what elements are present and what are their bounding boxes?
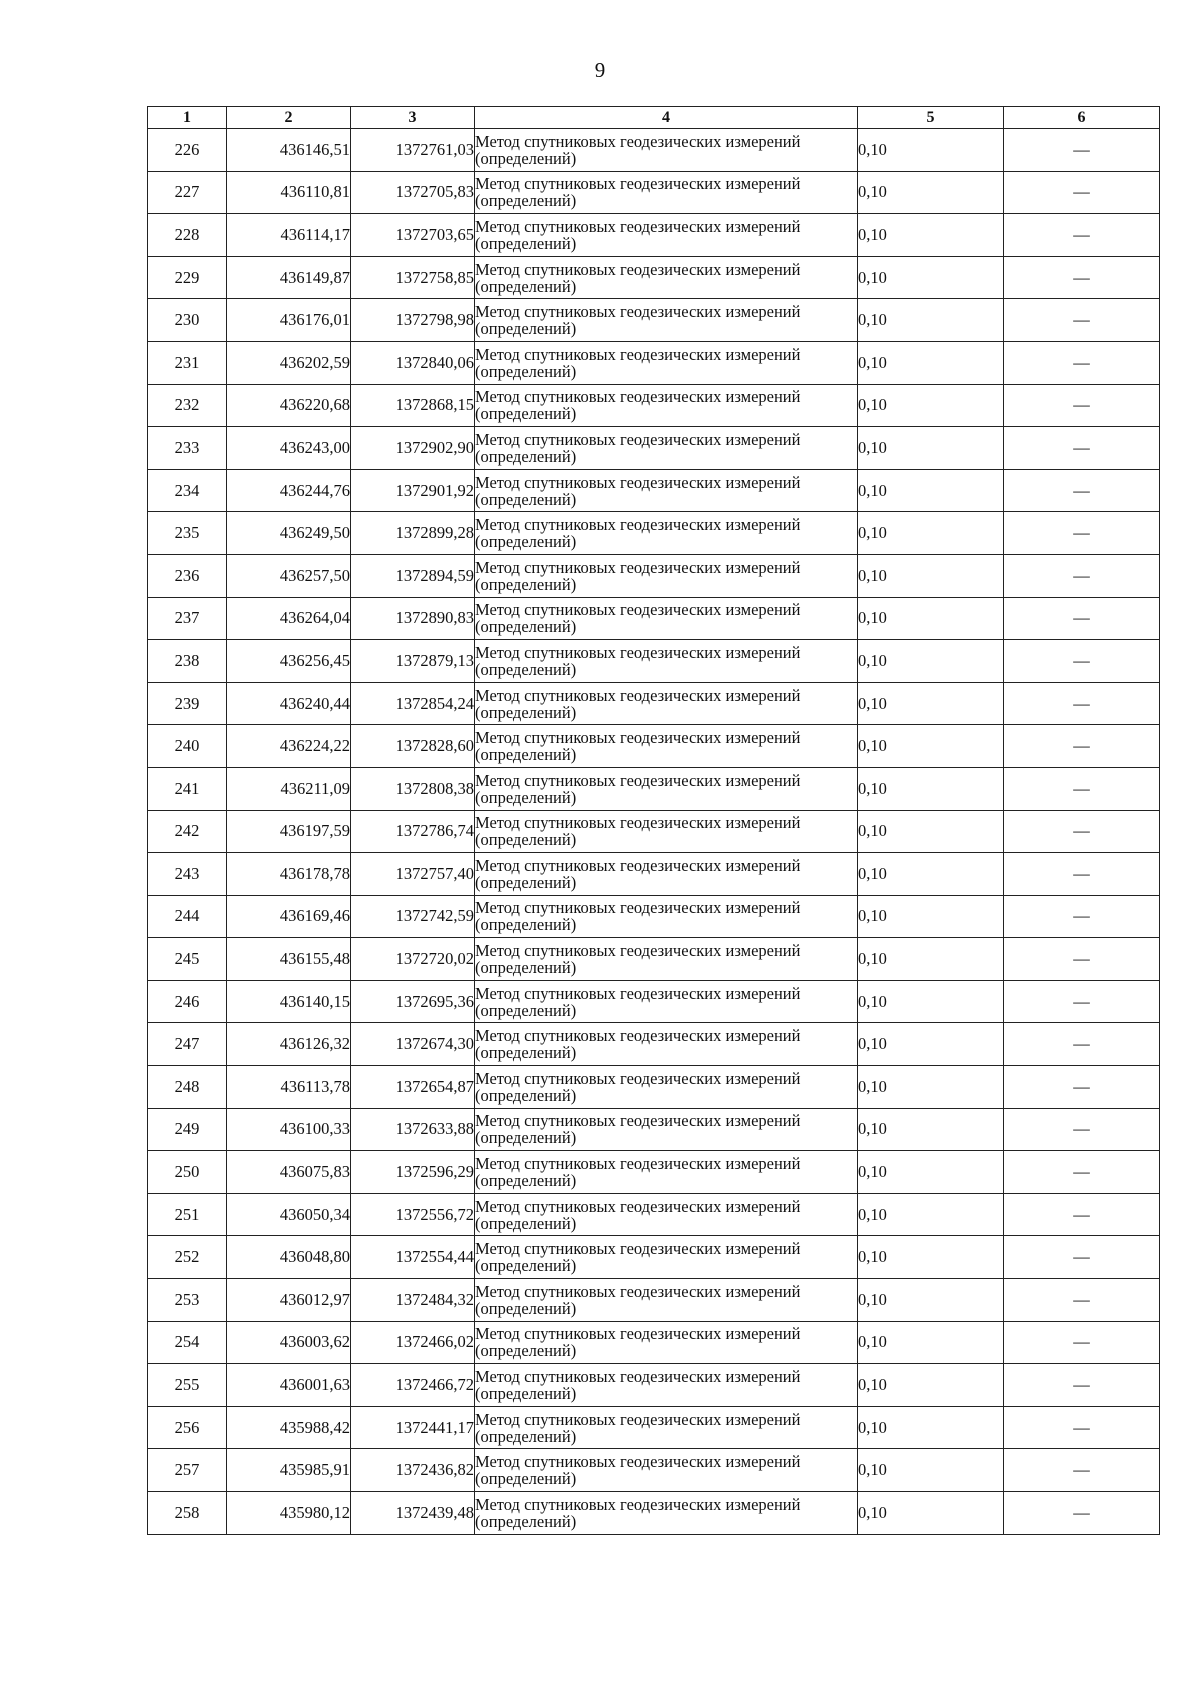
x-coordinate-cell: 436220,68 [227, 384, 351, 427]
x-coordinate-cell: 436224,22 [227, 725, 351, 768]
accuracy-cell: 0,10 [858, 682, 1004, 725]
note-cell: — [1004, 384, 1160, 427]
table-row [148, 1279, 1160, 1322]
point-number-cell: 248 [148, 1066, 227, 1109]
x-coordinate-cell: 436244,76 [227, 469, 351, 512]
y-coordinate-cell: 1372742,59 [351, 895, 475, 938]
method-cell: Метод спутниковых геодезических измерений (определений) [475, 1279, 858, 1322]
y-coordinate-cell: 1372654,87 [351, 1066, 475, 1109]
table-row [148, 129, 1160, 172]
x-coordinate-cell: 436126,32 [227, 1023, 351, 1066]
method-cell: Метод спутниковых геодезических измерений (определений) [475, 1321, 858, 1364]
method-cell: Метод спутниковых геодезических измерений (определений) [475, 938, 858, 981]
column-header: 1 [148, 107, 227, 129]
accuracy-cell: 0,10 [858, 810, 1004, 853]
x-coordinate-cell: 436197,59 [227, 810, 351, 853]
accuracy-cell: 0,10 [858, 384, 1004, 427]
page-number: 9 [594, 58, 606, 82]
y-coordinate-cell: 1372902,90 [351, 427, 475, 470]
y-coordinate-cell: 1372705,83 [351, 171, 475, 214]
table-row [148, 682, 1160, 725]
table-row [148, 1193, 1160, 1236]
point-number-cell: 243 [148, 853, 227, 896]
x-coordinate-cell: 436140,15 [227, 980, 351, 1023]
note-cell: — [1004, 810, 1160, 853]
method-cell: Метод спутниковых геодезических измерений (определений) [475, 597, 858, 640]
point-number-cell: 242 [148, 810, 227, 853]
note-cell: — [1004, 1492, 1160, 1535]
x-coordinate-cell: 436075,83 [227, 1151, 351, 1194]
accuracy-cell: 0,10 [858, 1193, 1004, 1236]
point-number-cell: 237 [148, 597, 227, 640]
column-header: 6 [1004, 107, 1160, 129]
method-cell: Метод спутниковых геодезических измерений (определений) [475, 1108, 858, 1151]
point-number-cell: 230 [148, 299, 227, 342]
table-row [148, 1364, 1160, 1407]
point-number-cell: 249 [148, 1108, 227, 1151]
column-header: 2 [227, 107, 351, 129]
table-row [148, 640, 1160, 683]
point-number-cell: 234 [148, 469, 227, 512]
table-row [148, 1321, 1160, 1364]
accuracy-cell: 0,10 [858, 597, 1004, 640]
table-row [148, 554, 1160, 597]
point-number-cell: 240 [148, 725, 227, 768]
accuracy-cell: 0,10 [858, 895, 1004, 938]
note-cell: — [1004, 341, 1160, 384]
method-cell: Метод спутниковых геодезических измерений (определений) [475, 384, 858, 427]
accuracy-cell: 0,10 [858, 256, 1004, 299]
y-coordinate-cell: 1372899,28 [351, 512, 475, 555]
method-cell: Метод спутниковых геодезических измерений (определений) [475, 853, 858, 896]
y-coordinate-cell: 1372901,92 [351, 469, 475, 512]
note-cell: — [1004, 256, 1160, 299]
table-row [148, 341, 1160, 384]
accuracy-cell: 0,10 [858, 640, 1004, 683]
method-cell: Метод спутниковых геодезических измерений (определений) [475, 1151, 858, 1194]
note-cell: — [1004, 980, 1160, 1023]
x-coordinate-cell: 436257,50 [227, 554, 351, 597]
x-coordinate-cell: 436001,63 [227, 1364, 351, 1407]
method-cell: Метод спутниковых геодезических измерений (определений) [475, 1066, 858, 1109]
point-number-cell: 247 [148, 1023, 227, 1066]
note-cell: — [1004, 725, 1160, 768]
point-number-cell: 233 [148, 427, 227, 470]
accuracy-cell: 0,10 [858, 512, 1004, 555]
note-cell: — [1004, 853, 1160, 896]
point-number-cell: 255 [148, 1364, 227, 1407]
table-row [148, 512, 1160, 555]
x-coordinate-cell: 436149,87 [227, 256, 351, 299]
note-cell: — [1004, 682, 1160, 725]
point-number-cell: 257 [148, 1449, 227, 1492]
table-body [148, 129, 1160, 1535]
y-coordinate-cell: 1372840,06 [351, 341, 475, 384]
column-header: 5 [858, 107, 1004, 129]
y-coordinate-cell: 1372868,15 [351, 384, 475, 427]
table-row [148, 853, 1160, 896]
x-coordinate-cell: 436249,50 [227, 512, 351, 555]
table-row [148, 980, 1160, 1023]
accuracy-cell: 0,10 [858, 554, 1004, 597]
point-number-cell: 227 [148, 171, 227, 214]
table-row [148, 1066, 1160, 1109]
table-row [148, 1236, 1160, 1279]
table-row [148, 767, 1160, 810]
point-number-cell: 241 [148, 767, 227, 810]
method-cell: Метод спутниковых геодезических измерений (определений) [475, 469, 858, 512]
note-cell: — [1004, 1321, 1160, 1364]
accuracy-cell: 0,10 [858, 853, 1004, 896]
x-coordinate-cell: 436012,97 [227, 1279, 351, 1322]
y-coordinate-cell: 1372674,30 [351, 1023, 475, 1066]
accuracy-cell: 0,10 [858, 171, 1004, 214]
y-coordinate-cell: 1372633,88 [351, 1108, 475, 1151]
accuracy-cell: 0,10 [858, 938, 1004, 981]
x-coordinate-cell: 436146,51 [227, 129, 351, 172]
accuracy-cell: 0,10 [858, 1023, 1004, 1066]
accuracy-cell: 0,10 [858, 980, 1004, 1023]
accuracy-cell: 0,10 [858, 1108, 1004, 1151]
table-row [148, 895, 1160, 938]
note-cell: — [1004, 1193, 1160, 1236]
accuracy-cell: 0,10 [858, 1406, 1004, 1449]
y-coordinate-cell: 1372484,32 [351, 1279, 475, 1322]
x-coordinate-cell: 436264,04 [227, 597, 351, 640]
x-coordinate-cell: 436178,78 [227, 853, 351, 896]
x-coordinate-cell: 436211,09 [227, 767, 351, 810]
table-row [148, 427, 1160, 470]
x-coordinate-cell: 436155,48 [227, 938, 351, 981]
table-row [148, 1023, 1160, 1066]
accuracy-cell: 0,10 [858, 1279, 1004, 1322]
note-cell: — [1004, 427, 1160, 470]
y-coordinate-cell: 1372894,59 [351, 554, 475, 597]
point-number-cell: 232 [148, 384, 227, 427]
table-row [148, 384, 1160, 427]
x-coordinate-cell: 436202,59 [227, 341, 351, 384]
table-row [148, 1108, 1160, 1151]
accuracy-cell: 0,10 [858, 1449, 1004, 1492]
accuracy-cell: 0,10 [858, 341, 1004, 384]
point-number-cell: 254 [148, 1321, 227, 1364]
method-cell: Метод спутниковых геодезических измерений (определений) [475, 725, 858, 768]
coordinates-table [147, 106, 1160, 1535]
method-cell: Метод спутниковых геодезических измерений (определений) [475, 256, 858, 299]
accuracy-cell: 0,10 [858, 1151, 1004, 1194]
note-cell: — [1004, 1023, 1160, 1066]
x-coordinate-cell: 435980,12 [227, 1492, 351, 1535]
method-cell: Метод спутниковых геодезических измерений (определений) [475, 341, 858, 384]
note-cell: — [1004, 171, 1160, 214]
y-coordinate-cell: 1372695,36 [351, 980, 475, 1023]
method-cell: Метод спутниковых геодезических измерений (определений) [475, 895, 858, 938]
y-coordinate-cell: 1372466,72 [351, 1364, 475, 1407]
accuracy-cell: 0,10 [858, 299, 1004, 342]
method-cell: Метод спутниковых геодезических измерений (определений) [475, 554, 858, 597]
table-row [148, 171, 1160, 214]
y-coordinate-cell: 1372556,72 [351, 1193, 475, 1236]
point-number-cell: 251 [148, 1193, 227, 1236]
table-row [148, 469, 1160, 512]
x-coordinate-cell: 436256,45 [227, 640, 351, 683]
x-coordinate-cell: 435985,91 [227, 1449, 351, 1492]
note-cell: — [1004, 469, 1160, 512]
y-coordinate-cell: 1372436,82 [351, 1449, 475, 1492]
point-number-cell: 258 [148, 1492, 227, 1535]
accuracy-cell: 0,10 [858, 469, 1004, 512]
note-cell: — [1004, 1279, 1160, 1322]
point-number-cell: 239 [148, 682, 227, 725]
note-cell: — [1004, 1364, 1160, 1407]
x-coordinate-cell: 436240,44 [227, 682, 351, 725]
method-cell: Метод спутниковых геодезических измерений (определений) [475, 214, 858, 257]
accuracy-cell: 0,10 [858, 129, 1004, 172]
x-coordinate-cell: 436243,00 [227, 427, 351, 470]
method-cell: Метод спутниковых геодезических измерений (определений) [475, 1193, 858, 1236]
accuracy-cell: 0,10 [858, 1364, 1004, 1407]
y-coordinate-cell: 1372854,24 [351, 682, 475, 725]
y-coordinate-cell: 1372758,85 [351, 256, 475, 299]
x-coordinate-cell: 436114,17 [227, 214, 351, 257]
x-coordinate-cell: 436003,62 [227, 1321, 351, 1364]
point-number-cell: 228 [148, 214, 227, 257]
point-number-cell: 236 [148, 554, 227, 597]
note-cell: — [1004, 1108, 1160, 1151]
point-number-cell: 231 [148, 341, 227, 384]
y-coordinate-cell: 1372828,60 [351, 725, 475, 768]
table-row [148, 1492, 1160, 1535]
x-coordinate-cell: 435988,42 [227, 1406, 351, 1449]
y-coordinate-cell: 1372703,65 [351, 214, 475, 257]
table-row [148, 725, 1160, 768]
y-coordinate-cell: 1372761,03 [351, 129, 475, 172]
x-coordinate-cell: 436050,34 [227, 1193, 351, 1236]
note-cell: — [1004, 895, 1160, 938]
x-coordinate-cell: 436100,33 [227, 1108, 351, 1151]
x-coordinate-cell: 436169,46 [227, 895, 351, 938]
accuracy-cell: 0,10 [858, 1321, 1004, 1364]
note-cell: — [1004, 554, 1160, 597]
note-cell: — [1004, 1236, 1160, 1279]
point-number-cell: 238 [148, 640, 227, 683]
method-cell: Метод спутниковых геодезических измерений (определений) [475, 1364, 858, 1407]
point-number-cell: 246 [148, 980, 227, 1023]
note-cell: — [1004, 938, 1160, 981]
table-header-row [148, 107, 1160, 129]
method-cell: Метод спутниковых геодезических измерений (определений) [475, 1449, 858, 1492]
note-cell: — [1004, 129, 1160, 172]
table-row [148, 214, 1160, 257]
method-cell: Метод спутниковых геодезических измерений (определений) [475, 1236, 858, 1279]
method-cell: Метод спутниковых геодезических измерений (определений) [475, 640, 858, 683]
accuracy-cell: 0,10 [858, 1236, 1004, 1279]
y-coordinate-cell: 1372808,38 [351, 767, 475, 810]
method-cell: Метод спутниковых геодезических измерений (определений) [475, 1023, 858, 1066]
method-cell: Метод спутниковых геодезических измерений (определений) [475, 810, 858, 853]
y-coordinate-cell: 1372890,83 [351, 597, 475, 640]
method-cell: Метод спутниковых геодезических измерений (определений) [475, 129, 858, 172]
method-cell: Метод спутниковых геодезических измерений (определений) [475, 980, 858, 1023]
method-cell: Метод спутниковых геодезических измерений (определений) [475, 299, 858, 342]
note-cell: — [1004, 299, 1160, 342]
note-cell: — [1004, 640, 1160, 683]
point-number-cell: 226 [148, 129, 227, 172]
point-number-cell: 244 [148, 895, 227, 938]
table-row [148, 597, 1160, 640]
table-row [148, 299, 1160, 342]
x-coordinate-cell: 436048,80 [227, 1236, 351, 1279]
accuracy-cell: 0,10 [858, 725, 1004, 768]
accuracy-cell: 0,10 [858, 427, 1004, 470]
note-cell: — [1004, 512, 1160, 555]
accuracy-cell: 0,10 [858, 1066, 1004, 1109]
method-cell: Метод спутниковых геодезических измерений (определений) [475, 171, 858, 214]
point-number-cell: 252 [148, 1236, 227, 1279]
column-header: 3 [351, 107, 475, 129]
point-number-cell: 229 [148, 256, 227, 299]
y-coordinate-cell: 1372720,02 [351, 938, 475, 981]
note-cell: — [1004, 214, 1160, 257]
point-number-cell: 256 [148, 1406, 227, 1449]
table-row [148, 256, 1160, 299]
y-coordinate-cell: 1372786,74 [351, 810, 475, 853]
y-coordinate-cell: 1372798,98 [351, 299, 475, 342]
x-coordinate-cell: 436176,01 [227, 299, 351, 342]
point-number-cell: 253 [148, 1279, 227, 1322]
accuracy-cell: 0,10 [858, 214, 1004, 257]
y-coordinate-cell: 1372554,44 [351, 1236, 475, 1279]
note-cell: — [1004, 1151, 1160, 1194]
note-cell: — [1004, 767, 1160, 810]
y-coordinate-cell: 1372596,29 [351, 1151, 475, 1194]
table-row [148, 938, 1160, 981]
note-cell: — [1004, 1449, 1160, 1492]
column-header: 4 [475, 107, 858, 129]
method-cell: Метод спутниковых геодезических измерений (определений) [475, 1406, 858, 1449]
point-number-cell: 250 [148, 1151, 227, 1194]
x-coordinate-cell: 436113,78 [227, 1066, 351, 1109]
y-coordinate-cell: 1372757,40 [351, 853, 475, 896]
note-cell: — [1004, 1066, 1160, 1109]
table-row [148, 1406, 1160, 1449]
point-number-cell: 235 [148, 512, 227, 555]
table-row [148, 1151, 1160, 1194]
method-cell: Метод спутниковых геодезических измерений (определений) [475, 427, 858, 470]
method-cell: Метод спутниковых геодезических измерений (определений) [475, 767, 858, 810]
point-number-cell: 245 [148, 938, 227, 981]
accuracy-cell: 0,10 [858, 1492, 1004, 1535]
table-row [148, 810, 1160, 853]
y-coordinate-cell: 1372439,48 [351, 1492, 475, 1535]
y-coordinate-cell: 1372466,02 [351, 1321, 475, 1364]
x-coordinate-cell: 436110,81 [227, 171, 351, 214]
y-coordinate-cell: 1372879,13 [351, 640, 475, 683]
method-cell: Метод спутниковых геодезических измерений (определений) [475, 512, 858, 555]
method-cell: Метод спутниковых геодезических измерений (определений) [475, 682, 858, 725]
accuracy-cell: 0,10 [858, 767, 1004, 810]
note-cell: — [1004, 1406, 1160, 1449]
y-coordinate-cell: 1372441,17 [351, 1406, 475, 1449]
note-cell: — [1004, 597, 1160, 640]
method-cell: Метод спутниковых геодезических измерений (определений) [475, 1492, 858, 1535]
table-row [148, 1449, 1160, 1492]
